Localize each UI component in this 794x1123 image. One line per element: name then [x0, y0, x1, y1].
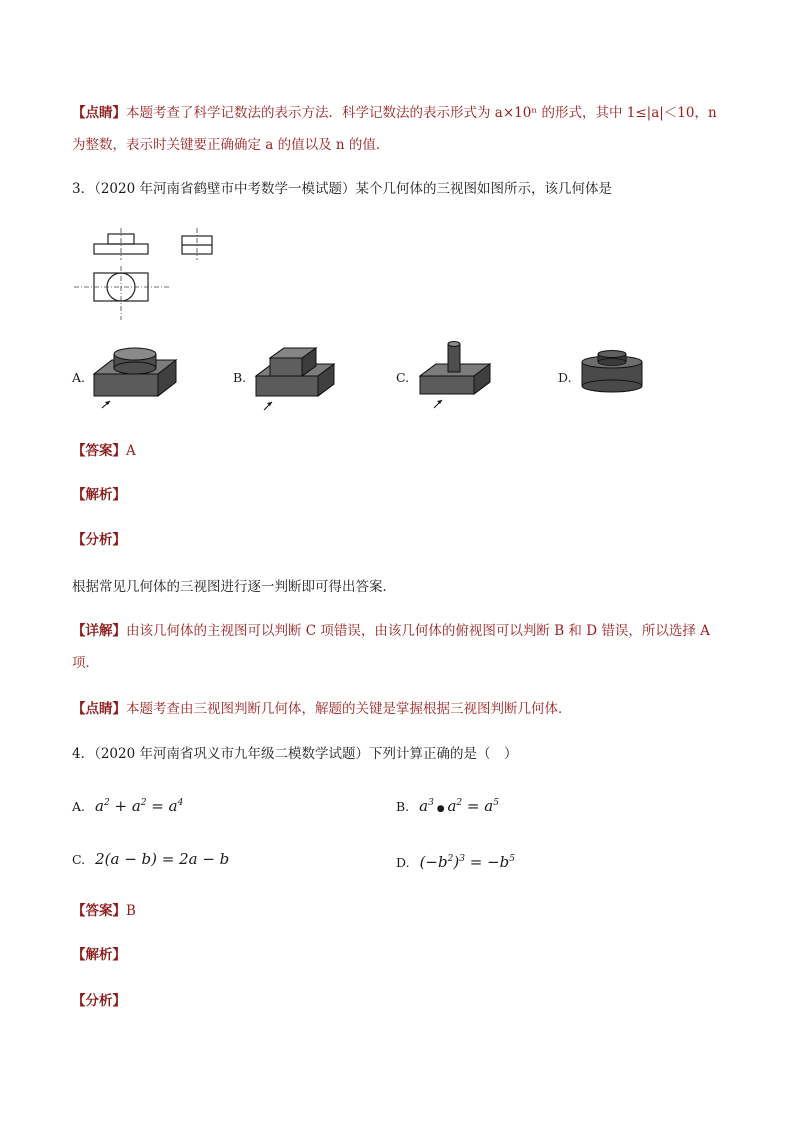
- prev-point-line2: 为整数，表示时关键要正确确定 a 的值以及 n 的值．: [72, 137, 390, 153]
- q4-option-c-expr: 2(a − b) = 2a − b: [95, 850, 230, 868]
- q4-answer-line: [72, 902, 136, 920]
- q4-stem: 4．（2020 年河南省巩义市九年级二模数学试题）下列计算正确的是（ ）: [72, 746, 518, 762]
- q4-option-b[interactable]: [396, 794, 499, 818]
- prev-point-tag: 【点睛】: [72, 105, 126, 121]
- q3-fenxi-tag: 【分析】: [72, 532, 126, 548]
- q4-answer: B: [126, 903, 136, 919]
- q3-answer-tag: 【答案】: [72, 443, 126, 459]
- q3-option-c-label[interactable]: C.: [396, 370, 410, 385]
- q4-option-a[interactable]: [72, 794, 183, 816]
- q3-fenxi-text: 根据常见几何体的三视图进行逐一判断即可得出答案．: [72, 579, 396, 595]
- q4-analysis-line: [72, 946, 126, 964]
- q3-option-a-solid[interactable]: [86, 338, 186, 414]
- q3-detail-line1: [72, 622, 710, 640]
- q3-option-d-solid[interactable]: [580, 346, 650, 396]
- q3-answer: A: [126, 443, 136, 459]
- q4-answer-tag: 【答案】: [72, 903, 126, 919]
- q3-analysis-tag: 【解析】: [72, 487, 126, 503]
- q4-option-c-label: C.: [72, 852, 86, 867]
- q4-option-b-label: B.: [396, 799, 410, 814]
- q3-detail-line2: 项．: [72, 655, 99, 671]
- prev-point-line1: [72, 104, 717, 122]
- prev-point-text1: 本题考查了科学记数法的表示方法．科学记数法的表示形式为 a×10ⁿ 的形式，其中 1≤|a|＜10，n: [126, 105, 717, 121]
- three-view-figure: [70, 222, 230, 322]
- q3-option-b-label[interactable]: B.: [233, 370, 247, 385]
- q4-option-d-expr: $(-b^2)^3 = -b^5$: [419, 853, 515, 871]
- q3-detail-tag: 【详解】: [72, 623, 126, 639]
- q3-option-a-label[interactable]: A.: [72, 370, 86, 385]
- q4-fenxi-line: [72, 992, 126, 1010]
- q4-option-b-expr: $a^3$ ● $a^2 = a^5$: [419, 797, 499, 815]
- q4-analysis-tag: 【解析】: [72, 947, 126, 963]
- q4-fenxi-tag: 【分析】: [72, 993, 126, 1009]
- q3-answer-line: [72, 442, 136, 460]
- q3-stem: 3．（2020 年河南省鹤壁市中考数学一模试题）某个几何体的三视图如图所示，该几何体是: [72, 181, 612, 197]
- q3-option-c-solid[interactable]: [414, 336, 514, 416]
- q3-option-b-solid[interactable]: [250, 340, 350, 416]
- q4-option-d[interactable]: [396, 850, 515, 872]
- q3-point-text: 本题考查由三视图判断几何体，解题的关键是掌握根据三视图判断几何体．: [126, 701, 572, 717]
- q3-point-line: [72, 700, 572, 718]
- q3-detail-text1: 由该几何体的主视图可以判断 C 项错误，由该几何体的俯视图可以判断 B 和 D 错误，所以选择 A: [126, 623, 710, 639]
- q3-fenxi-line: [72, 531, 126, 549]
- q4-option-a-expr: $a^2 + a^2 = a^4$: [95, 797, 184, 815]
- q4-option-d-label: D.: [396, 855, 410, 870]
- q3-point-tag: 【点睛】: [72, 701, 126, 717]
- q4-option-c[interactable]: [72, 850, 229, 869]
- q3-option-d-label[interactable]: D.: [558, 370, 572, 385]
- q4-option-a-label: A.: [72, 799, 86, 814]
- q3-analysis-line: [72, 486, 126, 504]
